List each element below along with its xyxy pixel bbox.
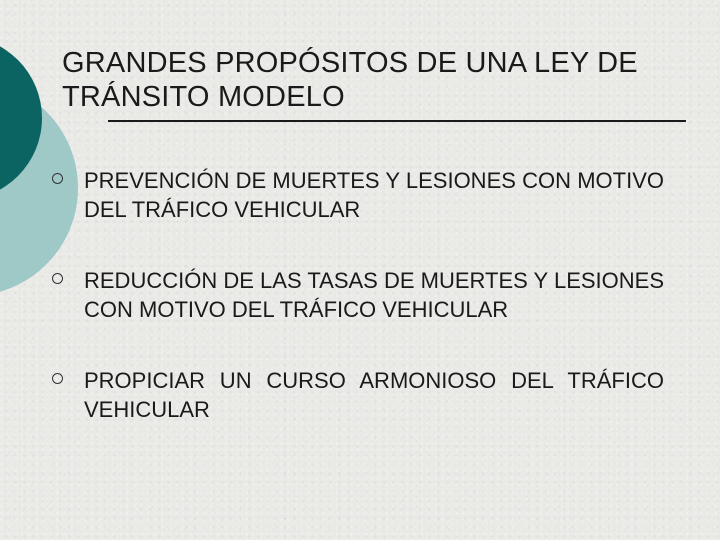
bullet-item bbox=[52, 266, 664, 324]
bullet-list bbox=[52, 166, 664, 466]
hollow-circle-icon bbox=[52, 373, 63, 384]
title-underline bbox=[108, 120, 686, 122]
bullet-text: PREVENCIÓN DE MUERTES Y LESIONES CON MOTIVO DEL TRÁFICO VEHICULAR bbox=[84, 168, 664, 222]
bullet-text: PROPICIAR UN CURSO ARMONIOSO DEL TRÁFICO VEHICULAR bbox=[84, 368, 664, 422]
bullet-text: REDUCCIÓN DE LAS TASAS DE MUERTES Y LESIONES CON MOTIVO DEL TRÁFICO VEHICULAR bbox=[84, 268, 664, 322]
hollow-circle-icon bbox=[52, 273, 63, 284]
slide-title: GRANDES PROPÓSITOS DE UNA LEY DE TRÁNSITO MODELO bbox=[62, 47, 638, 113]
bullet-item bbox=[52, 366, 664, 424]
hollow-circle-icon bbox=[52, 173, 63, 184]
bullet-item bbox=[52, 166, 664, 224]
